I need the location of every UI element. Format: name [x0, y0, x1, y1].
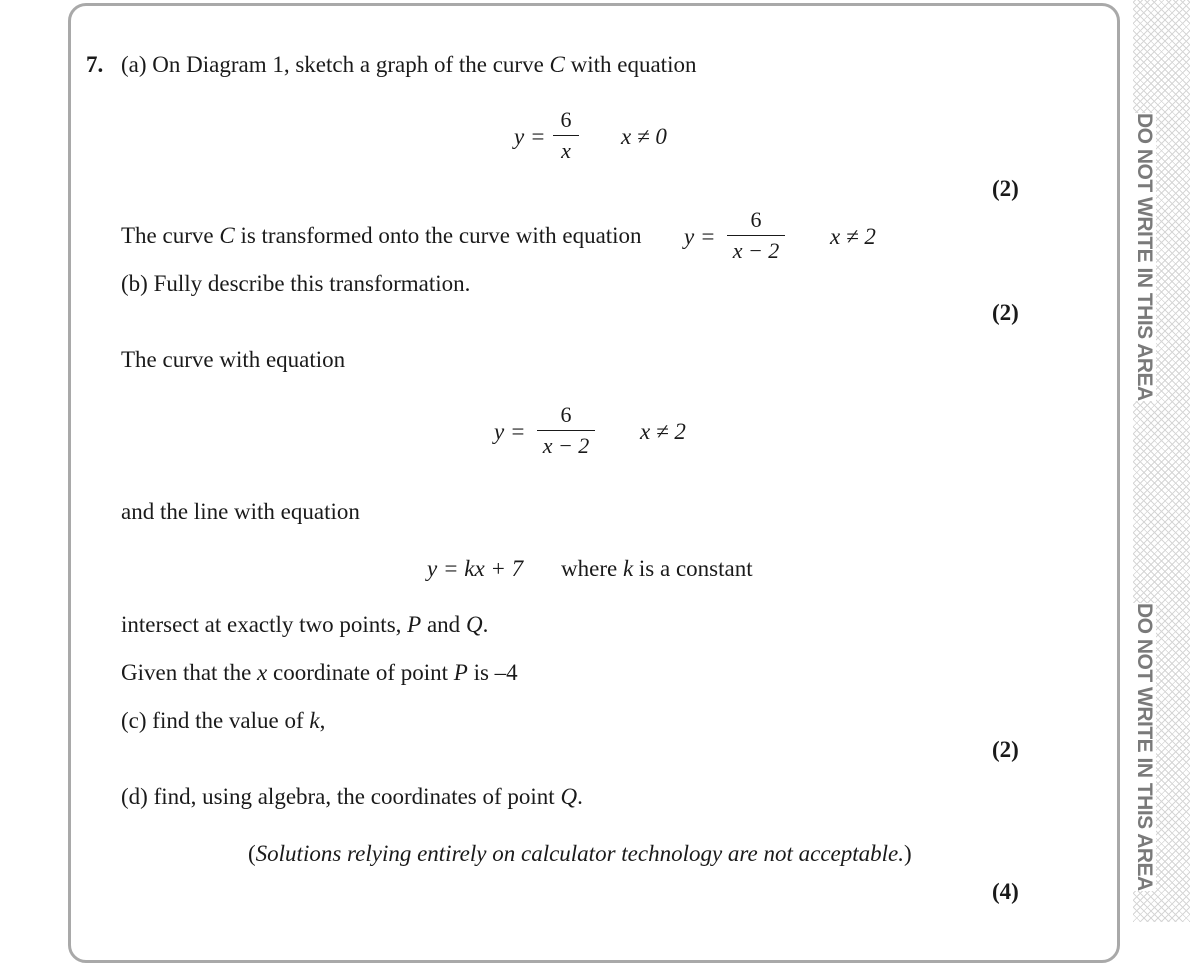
- margin-warning-bottom: DO NOT WRITE IN THIS AREA: [1133, 603, 1156, 891]
- part-d-label: (d): [121, 784, 148, 809]
- eq3-fraction: [537, 403, 595, 458]
- eq1-numerator: 6: [560, 107, 572, 132]
- intersect-point-P: P: [407, 612, 422, 637]
- intersect-end: .: [482, 612, 489, 637]
- mark-d: (4): [992, 879, 1019, 904]
- intersect-point-Q: Q: [465, 612, 483, 637]
- intersect-and: and: [421, 612, 466, 637]
- eq3-lhs: y =: [494, 419, 526, 444]
- part-c-label: (c): [121, 708, 147, 733]
- eq1-denominator: x: [561, 138, 571, 163]
- question-frame: [68, 3, 1120, 963]
- note-close-paren: ): [903, 841, 912, 866]
- part-d-text-2: .: [577, 784, 583, 809]
- eq3-fraction-bar: [537, 430, 595, 431]
- part-d-text-1: find, using algebra, the coordinates of point: [153, 784, 561, 809]
- eq4-equation: y = kx + 7: [427, 556, 524, 581]
- given-x: x: [257, 660, 268, 685]
- eq3-condition: x ≠ 2: [640, 419, 686, 444]
- given-text-3: is –4: [467, 660, 518, 685]
- mark-b: (2): [992, 300, 1019, 325]
- eq1-fraction: [553, 108, 579, 163]
- part-c-text-2: ,: [319, 708, 326, 733]
- eq3-numerator: 6: [560, 402, 572, 427]
- intersect-text: [121, 612, 488, 638]
- question-number: 7.: [86, 52, 104, 77]
- eq3-denominator: x − 2: [542, 433, 590, 458]
- part-d-Q: Q: [560, 784, 578, 809]
- eq2-numerator: 6: [750, 207, 762, 232]
- eq2-lhs: y =: [684, 224, 716, 249]
- transform-curve-C: C: [219, 223, 235, 248]
- part-b-text: [121, 271, 470, 297]
- part-d-text: [121, 784, 583, 810]
- part-a-text-2: with equation: [564, 52, 697, 77]
- transform-text-2: is transformed onto the curve with equation: [234, 223, 642, 248]
- part-a-curve-C: C: [549, 52, 565, 77]
- part-c-text-1: find the value of: [152, 708, 310, 733]
- given-text: [121, 660, 518, 686]
- eq4-note-2: is a constant: [633, 556, 753, 581]
- part-a-text: [121, 52, 696, 78]
- eq4-note-1: where: [561, 556, 623, 581]
- part-b-label: (b): [121, 271, 148, 296]
- given-text-2: coordinate of point: [267, 660, 454, 685]
- note-body: Solutions relying entirely on calculator technology are not acceptable.: [255, 841, 904, 866]
- transform-text-1: The curve: [121, 223, 220, 248]
- eq1-lhs: y =: [514, 124, 546, 149]
- part-a-label: (a): [121, 52, 147, 77]
- eq4-note: [561, 556, 753, 582]
- eq1-condition: x ≠ 0: [621, 124, 667, 149]
- intersect-text-1: intersect at exactly two points,: [121, 612, 408, 637]
- line-text: and the line with equation: [121, 499, 360, 524]
- margin-warning-top: DO NOT WRITE IN THIS AREA: [1133, 113, 1156, 401]
- part-c-k: k: [309, 708, 320, 733]
- transform-text: [121, 223, 642, 249]
- note-open-paren: (: [248, 841, 256, 866]
- mark-c: (2): [992, 737, 1019, 762]
- calculator-note: [248, 841, 912, 867]
- given-point-P: P: [453, 660, 468, 685]
- part-b-body: Fully describe this transformation.: [153, 271, 471, 296]
- eq2-condition: x ≠ 2: [830, 224, 876, 249]
- eq2-denominator: x − 2: [732, 238, 780, 263]
- eq4-note-k: k: [622, 556, 634, 581]
- eq2-fraction-bar: [727, 235, 785, 236]
- curve-text: The curve with equation: [121, 347, 346, 372]
- eq1-fraction-bar: [553, 135, 579, 136]
- part-a-text-1: On Diagram 1, sketch a graph of the curve: [152, 52, 550, 77]
- given-text-1: Given that the: [121, 660, 258, 685]
- mark-a: (2): [992, 176, 1019, 201]
- eq2-fraction: [727, 208, 785, 263]
- part-c-text: [121, 708, 325, 734]
